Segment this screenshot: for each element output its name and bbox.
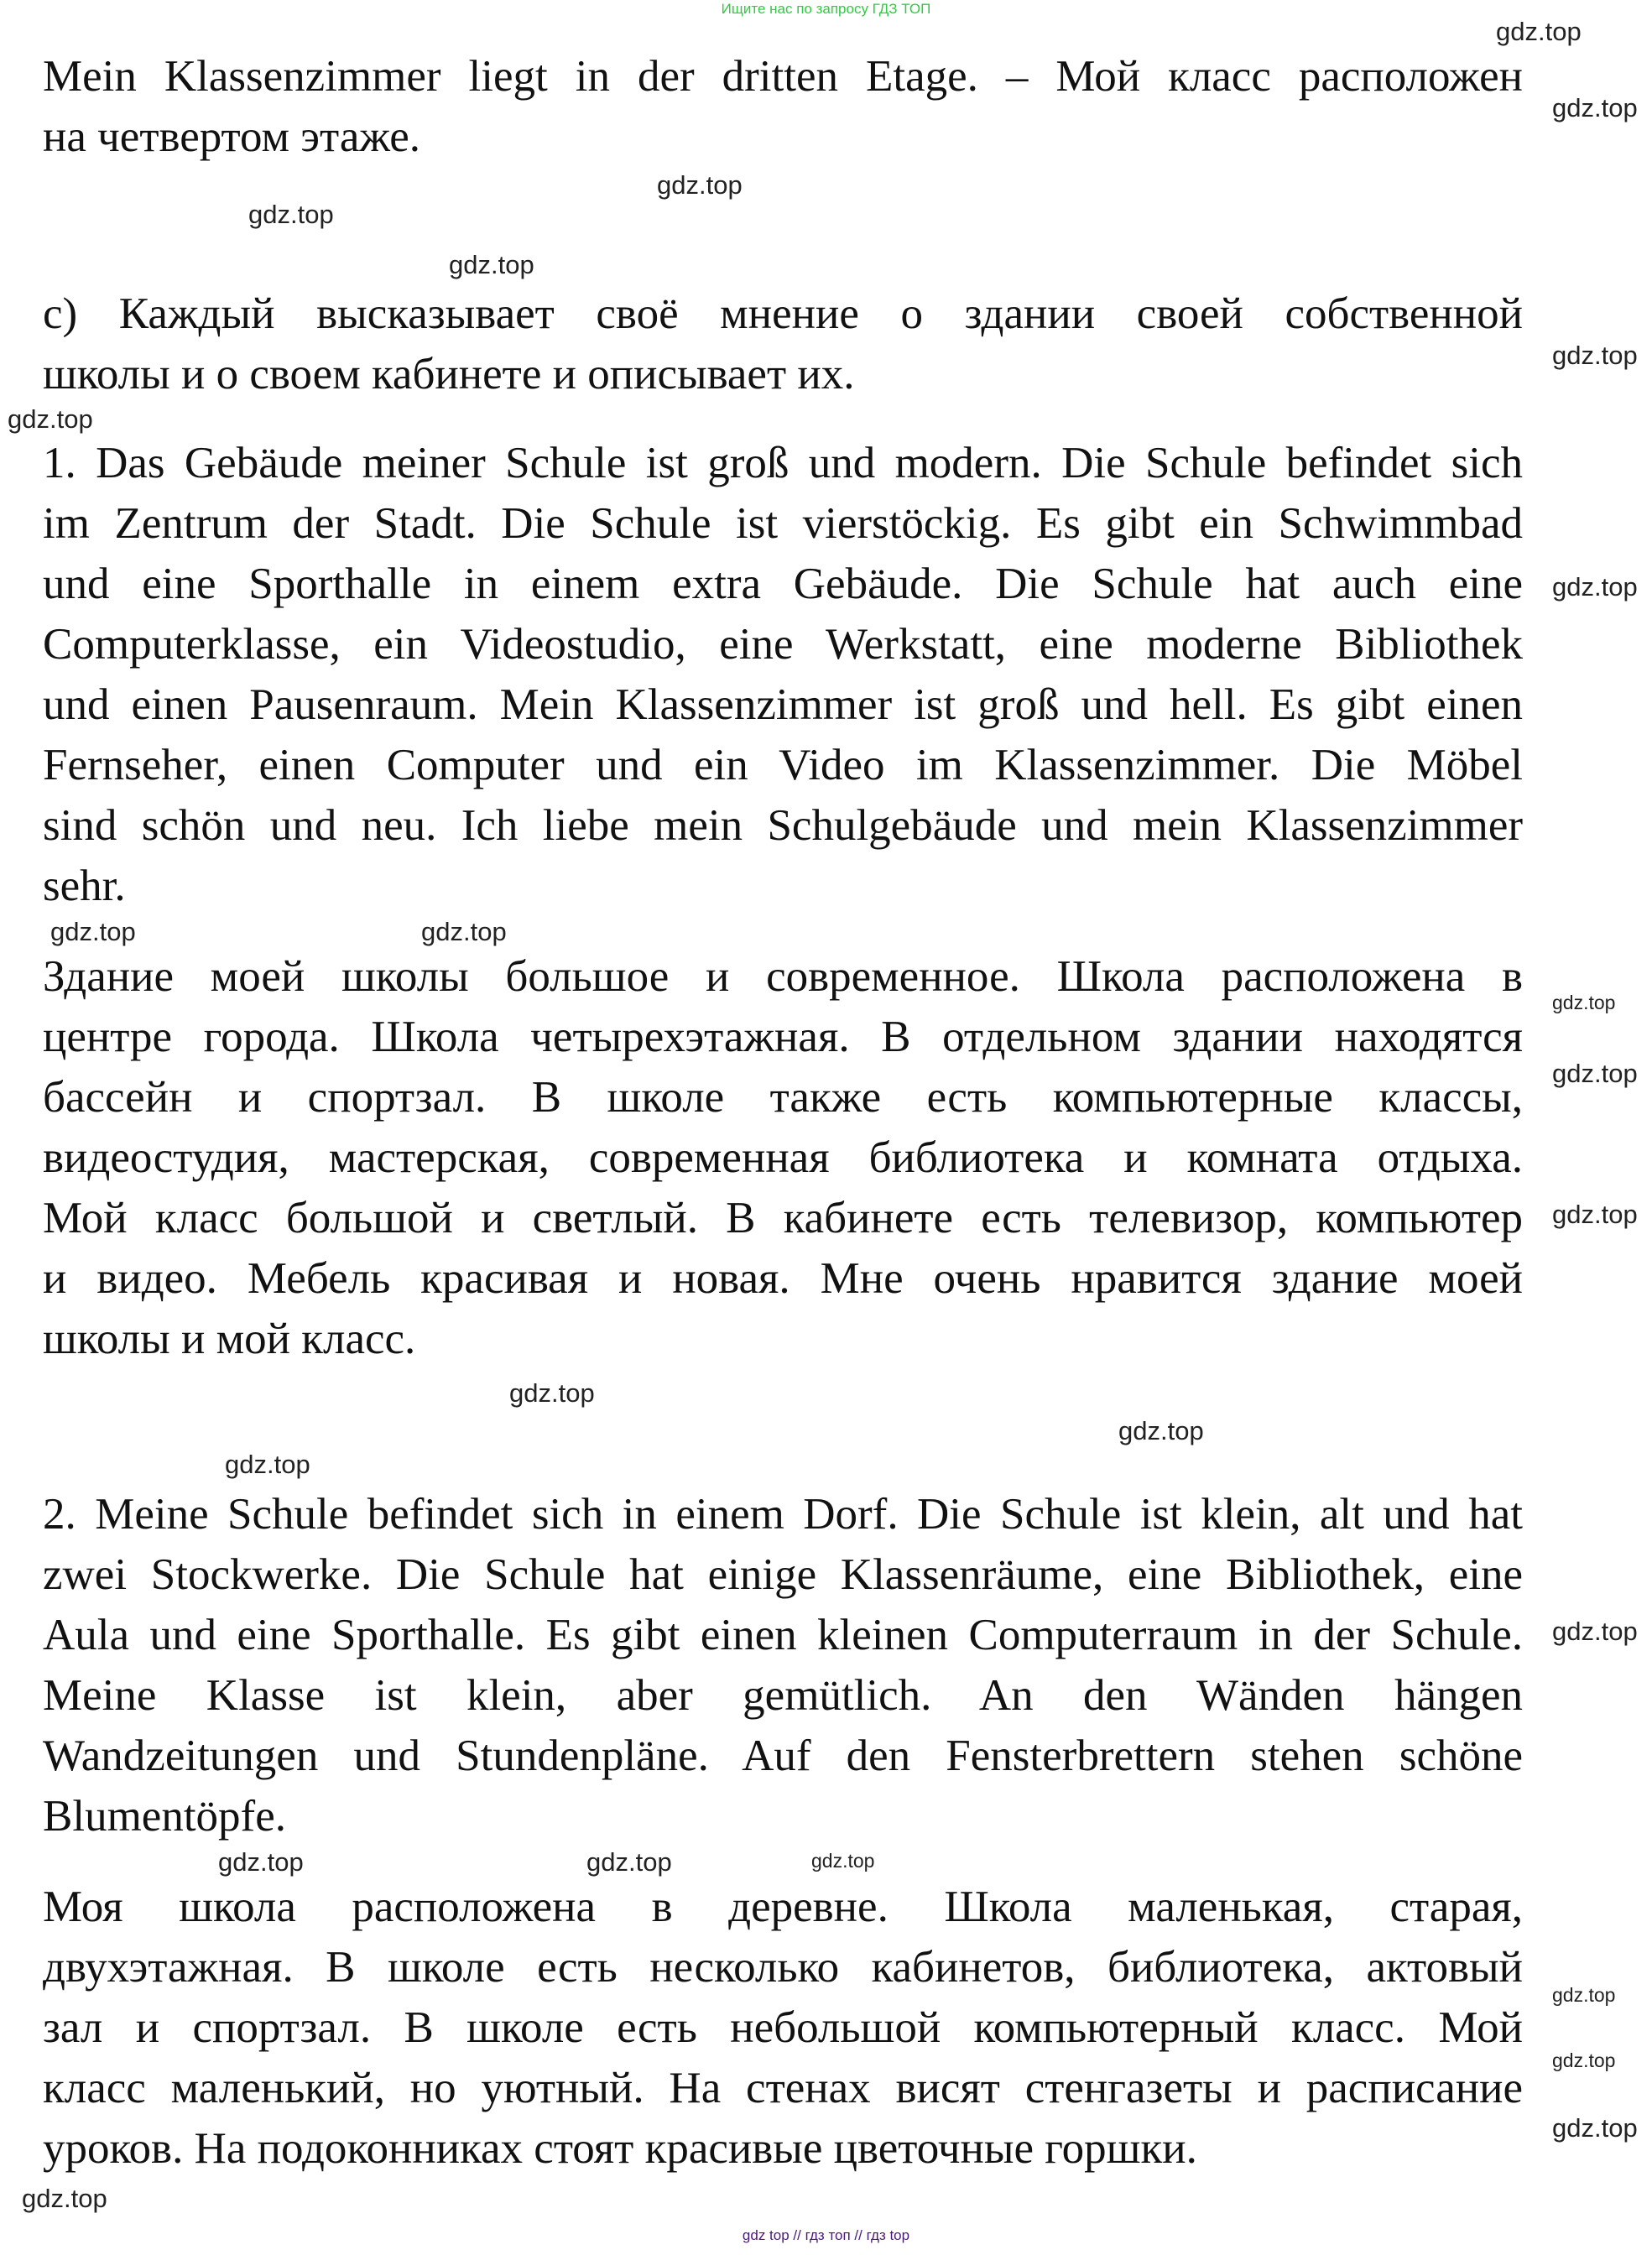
- watermark: gdz.top: [811, 1850, 875, 1872]
- text-line: школы и мой класс.: [43, 1315, 416, 1363]
- text-line: 1. Das Gebäude meiner Schule ist groß und modern. Die Schule befindet sich: [43, 439, 1523, 487]
- watermark: gdz.top: [1552, 2113, 1638, 2143]
- paragraph-1: [43, 46, 1523, 167]
- watermark: gdz.top: [1496, 17, 1582, 46]
- text-line: бассейн и спортзал. В школе также есть компьютерные классы,: [43, 1073, 1523, 1122]
- text-line: sehr.: [43, 862, 126, 910]
- watermark: gdz.top: [1552, 1200, 1638, 1229]
- text-line: центре города. Школа четырехэтажная. В отдельном здании находятся: [43, 1013, 1523, 1061]
- watermark: gdz.top: [22, 2184, 107, 2213]
- text-line: Fernseher, einen Computer und ein Video im Klassenzimmer. Die Möbel: [43, 741, 1523, 789]
- watermark: gdz.top: [509, 1378, 595, 1408]
- paragraph-6: [43, 1877, 1523, 2179]
- text-line: двухэтажная. В школе есть несколько кабинетов, библиотека, актовый: [43, 1943, 1523, 1992]
- paragraph-2: [43, 284, 1523, 404]
- text-line: класс маленький, но уютный. На стенах висят стенгазеты и расписание: [43, 2064, 1523, 2112]
- watermark: gdz.top: [1552, 2049, 1616, 2071]
- text-line: und einen Pausenraum. Mein Klassenzimmer ist groß und hell. Es gibt einen: [43, 680, 1523, 729]
- header-banner[interactable]: Ищите нас по запросу ГДЗ ТОП: [721, 1, 931, 17]
- text-line: и видео. Мебель красивая и новая. Мне очень нравится здание моей: [43, 1254, 1523, 1303]
- text-line: Mein Klassenzimmer liegt in der dritten Etage. – Мой класс расположен: [43, 52, 1523, 101]
- watermark: gdz.top: [8, 404, 93, 434]
- text-line: зал и спортзал. В школе есть небольшой компьютерный класс. Мой: [43, 2003, 1523, 2052]
- text-line: Мой класс большой и светлый. В кабинете есть телевизор, компьютер: [43, 1194, 1523, 1242]
- watermark: gdz.top: [1552, 341, 1638, 370]
- text-line: Meine Klasse ist klein, aber gemütlich. An den Wänden hängen: [43, 1671, 1523, 1720]
- text-line: Blumentöpfe.: [43, 1792, 286, 1841]
- text-line: на четвертом этаже.: [43, 112, 421, 161]
- paragraph-5: [43, 1484, 1523, 1846]
- text-line: im Zentrum der Stadt. Die Schule ist vierstöckig. Es gibt ein Schwimmbad: [43, 499, 1523, 548]
- watermark: gdz.top: [225, 1450, 310, 1479]
- watermark: gdz.top: [1552, 1617, 1638, 1646]
- text-line: школы и о своем кабинете и описывает их.: [43, 350, 855, 398]
- footer-banner[interactable]: gdz top // гдз топ // гдз top: [742, 2227, 910, 2243]
- paragraph-3: [43, 433, 1523, 916]
- watermark: gdz.top: [1118, 1416, 1204, 1445]
- text-line: Wandzeitungen und Stundenpläne. Auf den Fensterbrettern stehen schöne: [43, 1732, 1523, 1780]
- text-line: уроков. На подоконниках стоят красивые цветочные горшки.: [43, 2124, 1197, 2173]
- watermark: gdz.top: [1552, 93, 1638, 122]
- watermark: gdz.top: [1552, 1984, 1616, 2006]
- watermark: gdz.top: [50, 917, 136, 946]
- text-line: с) Каждый высказывает своё мнение о здании своей собственной: [43, 289, 1523, 338]
- text-line: Computerklasse, ein Videostudio, eine Werkstatt, eine moderne Bibliothek: [43, 620, 1523, 669]
- watermark: gdz.top: [586, 1847, 672, 1877]
- text-line: видеостудия, мастерская, современная библиотека и комната отдыха.: [43, 1133, 1523, 1182]
- text-line: und eine Sporthalle in einem extra Gebäude. Die Schule hat auch eine: [43, 560, 1523, 608]
- watermark: gdz.top: [1552, 992, 1616, 1013]
- watermark: gdz.top: [449, 250, 534, 279]
- watermark: gdz.top: [218, 1847, 304, 1877]
- watermark: gdz.top: [248, 200, 334, 229]
- text-line: 2. Meine Schule befindet sich in einem Dorf. Die Schule ist klein, alt und hat: [43, 1490, 1523, 1539]
- text-line: Моя школа расположена в деревне. Школа маленькая, старая,: [43, 1883, 1523, 1931]
- text-line: Aula und eine Sporthalle. Es gibt einen kleinen Computerraum in der Schule.: [43, 1611, 1523, 1659]
- watermark: gdz.top: [1552, 572, 1638, 602]
- paragraph-4: [43, 946, 1523, 1369]
- text-line: Здание моей школы большое и современное. Школа расположена в: [43, 952, 1523, 1001]
- text-line: zwei Stockwerke. Die Schule hat einige Klassenräume, eine Bibliothek, eine: [43, 1550, 1523, 1599]
- watermark: gdz.top: [1552, 1059, 1638, 1088]
- watermark: gdz.top: [421, 917, 507, 946]
- watermark: gdz.top: [657, 170, 743, 200]
- text-line: sind schön und neu. Ich liebe mein Schulgebäude und mein Klassenzimmer: [43, 801, 1523, 850]
